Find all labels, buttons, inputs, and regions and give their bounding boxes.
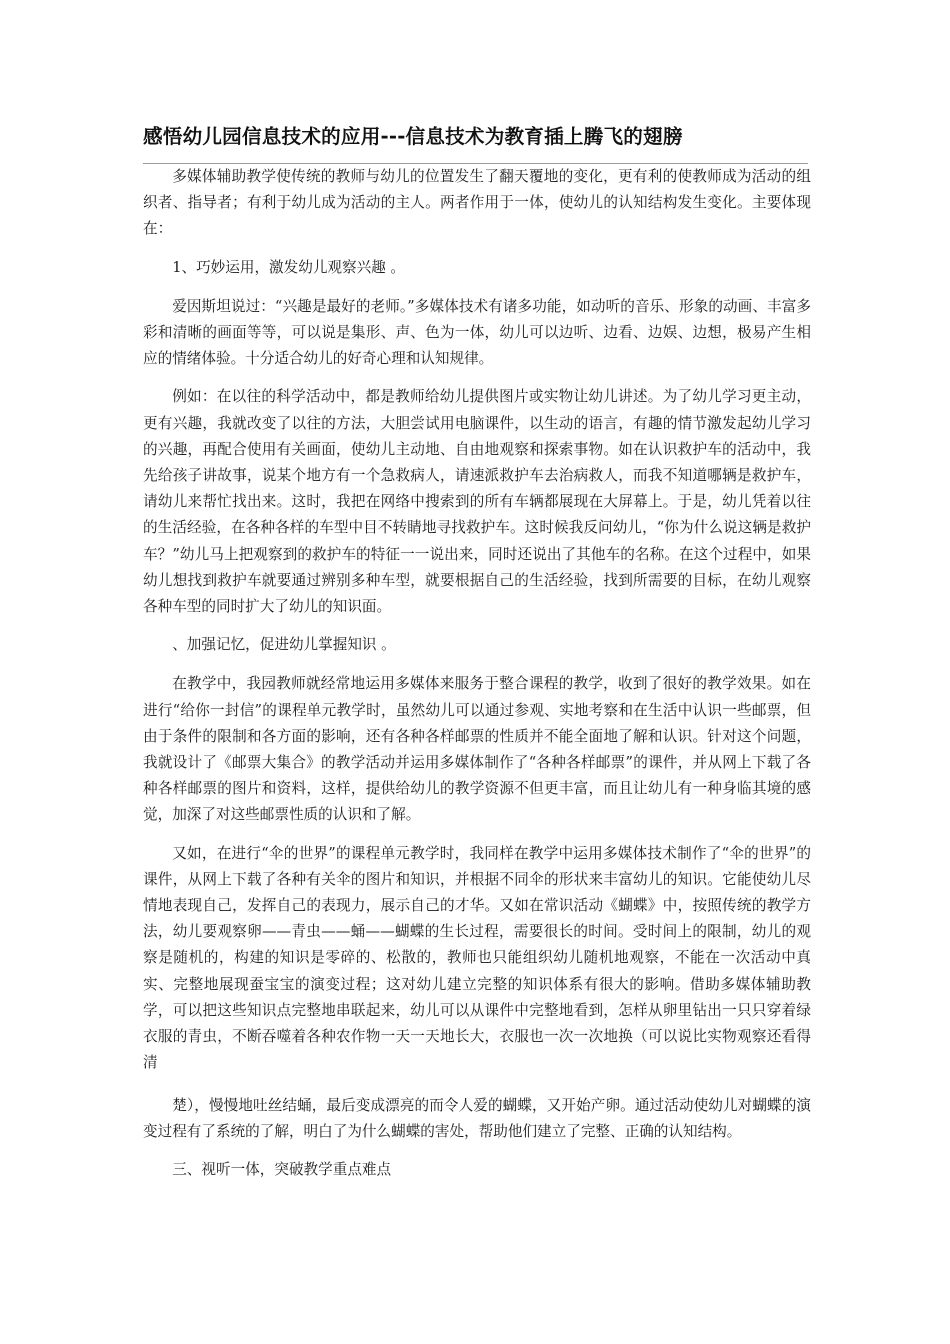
section-heading-2: 、加强记忆，促进幼儿掌握知识 。: [172, 636, 396, 654]
section-heading-3: 三、视听一体，突破教学重点难点: [172, 1160, 392, 1178]
paragraph-ambulance-example: 例如：在以往的科学活动中，都是教师给幼儿提供图片或实物让幼儿讲述。为了幼儿学习更主动，更有兴趣，我就改变了以往的方法，大胆尝试用电脑课件，以生动的语言，有趣的情节激发起幼儿学习的兴趣，再配合使用有关画面，使幼儿主动地、自由地观察和探索事物。如在认识救护车的活动中，我先给孩子讲故事，说某个地方有一个急救病人，请速派救护车去治病救人，而我不知道哪辆是救护车，请幼儿来帮忙找出来。这时，我把在网络中搜索到的所有车辆都展现在大屏幕上。于是，幼儿凭着以往的生活经验，在各种各样的车型中目不转睛地寻找救护车。这时候我反问幼儿，“你为什么说这辆是救护车？”幼儿马上把观察到的救护车的特征一一说出来，同时还说出了其他车的名称。在这个过程中，如果幼儿想找到救护车就要通过辨别多种车型，就要根据自己的生活经验，找到所需要的目标，在幼儿观察各种车型的同时扩大了幼儿的知识面。: [143, 388, 811, 616]
paragraph-stamps: 在教学中，我园教师就经常地运用多媒体来服务于整合课程的教学，收到了很好的教学效果。如在进行“给你一封信”的课程单元教学时，虽然幼儿可以通过参观、实地考察和在生活中认识一些邮票，但由于条件的限制和各方面的影响，还有各种各样邮票的性质并不能全面地了解和认识。针对这个问题，我就设计了《邮票大集合》的教学活动并运用多媒体制作了“各种各样邮票”的课件，并从网上下载了各种各样邮票的图片和资料，这样，提供给幼儿的教学资源不但更丰富，而且让幼儿有一种身临其境的感觉，加深了对这些邮票性质的认识和了解。: [143, 675, 811, 824]
paragraph-intro: 多媒体辅助教学使传统的教师与幼儿的位置发生了翻天覆地的变化，更有利的使教师成为活动的组织者、指导者；有利于幼儿成为活动的主人。两者作用于一体，使幼儿的认知结构发生变化。主要体现在：: [143, 168, 811, 238]
section-heading-1: 1、巧妙运用，激发幼儿观察兴趣 。: [172, 258, 406, 276]
document-body: [143, 164, 811, 1196]
paragraph-butterfly-continued: 楚），慢慢地吐丝结蛹，最后变成漂亮的而令人爱的蝴蝶，又开始产卵。通过活动使幼儿对蝴蝶的演变过程有了系统的了解，明白了为什么蝴蝶的害处，帮助他们建立了完整、正确的认知结构。: [143, 1096, 811, 1140]
paragraph-einstein: 爱因斯坦说过：“兴趣是最好的老师。”多媒体技术有诸多功能，如动听的音乐、形象的动画、丰富多彩和清晰的画面等等，可以说是集形、声、色为一体，幼儿可以边听、边看、边娱、边想，极易产生相应的情绪体验。十分适合幼儿的好奇心理和认知规律。: [143, 297, 811, 368]
document-title: 感悟幼儿园信息技术的应用---信息技术为教育插上腾飞的翅膀: [143, 125, 683, 148]
paragraph-umbrella-butterfly: 又如，在进行“伞的世界”的课程单元教学时，我同样在教学中运用多媒体技术制作了“伞的世界”的课件，从网上下载了各种有关伞的图片和知识，并根据不同伞的形状来丰富幼儿的知识。它能使幼儿尽情地表现自己，发挥自己的表现力，展示自己的才华。又如在常识活动《蝴蝶》中，按照传统的教学方法，幼儿要观察卵——青虫——蛹——蝴蝶的生长过程，需要很长的时间。受时间上的限制，幼儿的观察是随机的，构建的知识是零碎的、松散的，教师也只能组织幼儿随机地观察，不能在一次活动中真实、完整地展现蚕宝宝的演变过程；这对幼儿建立完整的知识体系有很大的影响。借助多媒体辅助教学，可以把这些知识点完整地串联起来，幼儿可以从课件中完整地看到，怎样从卵里钻出一只只穿着绿衣服的青虫，不断吞噬着各种农作物一天一天地长大，衣服也一次一次地换（可以说比实物观察还看得清: [143, 844, 811, 1072]
